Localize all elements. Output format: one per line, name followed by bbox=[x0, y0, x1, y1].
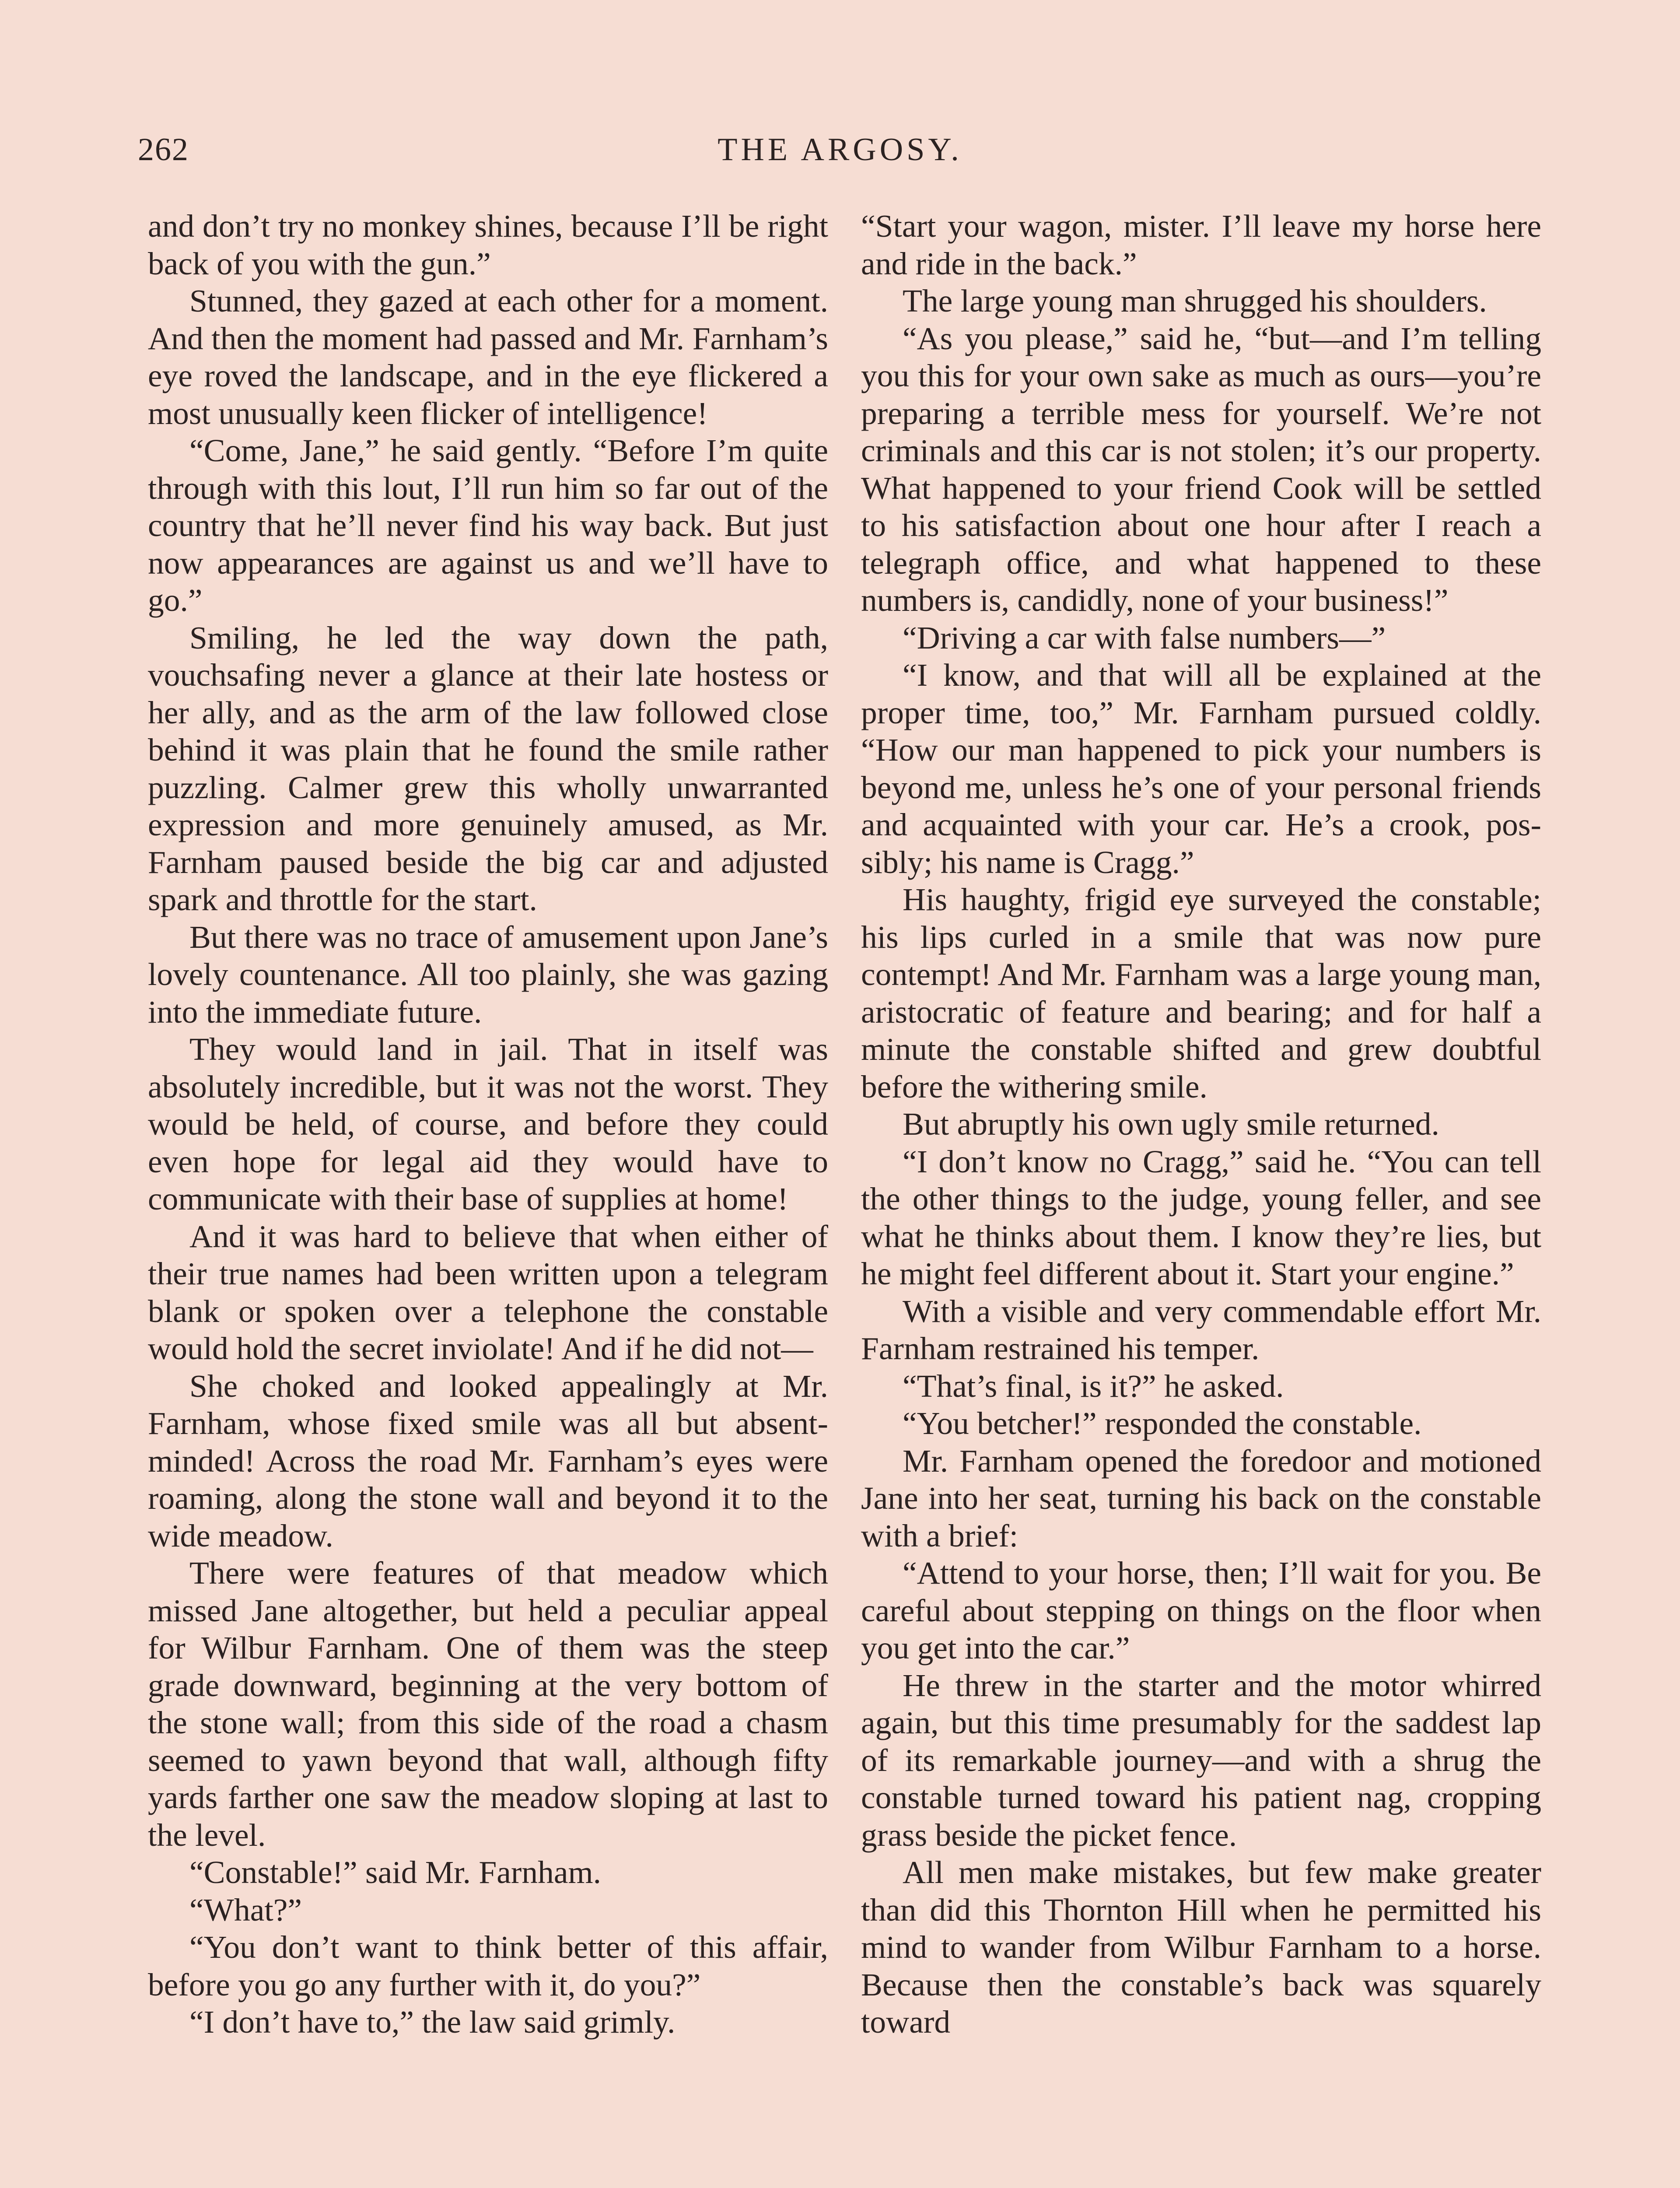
paragraph: The large young man shrugged his shoulders. bbox=[903, 283, 1487, 319]
paragraph: and don’t try no monkey shines, because I’ll be right back of you with the gun.” bbox=[148, 208, 828, 281]
paragraph: His haughty, frigid eye surveyed the constable; his lips curled in a smile that was now pure contempt! And Mr. Farnham was a large young man, aristocratic of feature and bearing; and for half a minute the constable shifted and grew doubtful before the withering smile. bbox=[861, 882, 1541, 1105]
paragraph: “As you please,” said he, “but—and I’m telling you this for your own sake as much as ours—you’re preparing a terrible mess for yourself. We’re not criminals and this car is not stolen; it’s our property. What happened to your friend Cook will be settled to his satisfaction about one hour after I reach a telegraph office, and what happened to these numbers is, candidly, none of your business!” bbox=[861, 320, 1541, 618]
paragraph: “I know, and that will all be explained at the proper time, too,” Mr. Farnham pursued coldly. “How our man happened to pick your numbers is beyond me, unless he’s one of your personal friends and acquainted with your car. He’s a crook, possibly; his name is Cragg.” bbox=[861, 657, 1541, 880]
paragraph: “What?” bbox=[189, 1892, 302, 1928]
paragraph: All men make mistakes, but few make greater than did this Thornton Hill when he permitted his mind to wander from Wilbur Farnham to a horse. Because then the constable’s back was squarely toward bbox=[861, 1855, 1541, 2040]
paragraph: Smiling, he led the way down the path, vouchsafing never a glance at their late hostess or her ally, and as the arm of the law followed close behind it was plain that he found the smile rather puzzling. Calmer grew this wholly unwarranted expression and more genuinely amused, as Mr. Farnham paused beside the big car and adjusted spark and throttle for the start. bbox=[148, 620, 828, 917]
paragraph: “Come, Jane,” he said gently. “Before I’m quite through with this lout, I’ll run him so far out of the country that he’ll never find his way back. But just now appearances are against us and we’ll have to go.” bbox=[148, 433, 828, 618]
page-header bbox=[138, 131, 1542, 184]
paragraph: “Driving a car with false numbers—” bbox=[903, 620, 1386, 656]
paragraph: “Attend to your horse, then; I’ll wait for you. Be careful about stepping on things on the floor when you get into the car.” bbox=[861, 1555, 1541, 1666]
paragraph: “I don’t have to,” the law said grimly. bbox=[189, 2004, 676, 2040]
left-column bbox=[148, 207, 828, 2041]
paragraph: “Constable!” said Mr. Farnham. bbox=[189, 1855, 602, 1890]
paragraph: With a visible and very commendable effort Mr. Farnham restrained his temper. bbox=[861, 1293, 1541, 1366]
paragraph: They would land in jail. That in itself was absolutely incredible, but it was not the worst. They would be held, of course, and before they could even hope for legal aid they would have to communicate with their base of supplies at home! bbox=[148, 1031, 828, 1217]
paragraph: But there was no trace of amusement upon Jane’s lovely countenance. All too plainly, she was gazing into the immediate future. bbox=[148, 919, 828, 1030]
paragraph: He threw in the starter and the motor whirred again, but this time presumably for the saddest lap of its remarkable journey—and with a shrug the constable turned toward his patient nag, cropping grass beside the picket fence. bbox=[861, 1667, 1541, 1853]
running-head: THE ARGOSY. bbox=[718, 132, 962, 168]
paragraph: She choked and looked appealingly at Mr. Farnham, whose fixed smile was all but absent-minded! Across the road Mr. Farnham’s eyes were roaming, along the stone wall and beyond it to the wide meadow. bbox=[148, 1368, 828, 1553]
paragraph: “You don’t want to think better of this affair, before you go any further with it, do you?” bbox=[148, 1929, 828, 2002]
paragraph: “I don’t know no Cragg,” said he. “You can tell the other things to the judge, young feller, and see what he thinks about them. I know they’re lies, but he might feel different about it. Start your engine.” bbox=[861, 1143, 1541, 1291]
paragraph: But abruptly his own ugly smile returned. bbox=[903, 1106, 1439, 1142]
paragraph: There were features of that meadow which missed Jane altogether, but held a peculiar appeal for Wilbur Farnham. One of them was the steep grade downward, beginning at the very bottom of the stone wall; from this side of the road a chasm seemed to yawn beyond that wall, although fifty yards farther one saw the meadow sloping at last to the level. bbox=[148, 1555, 828, 1853]
paragraph: And it was hard to believe that when either of their true names had been written upon a telegram blank or spoken over a telephone the constable would hold the secret inviolate! And if he did not— bbox=[148, 1218, 828, 1366]
page-number: 262 bbox=[138, 132, 189, 168]
paragraph: “Start your wagon, mister. I’ll leave my horse here and ride in the back.” bbox=[861, 208, 1541, 281]
paragraph: Stunned, they gazed at each other for a moment. And then the moment had passed and Mr. Farnham’s eye roved the landscape, and in the eye flickered a most unusually keen flicker of intelligence! bbox=[148, 283, 828, 431]
paragraph: “That’s final, is it?” he asked. bbox=[903, 1368, 1284, 1404]
paragraph: “You betcher!” responded the constable. bbox=[903, 1406, 1422, 1441]
right-column bbox=[861, 207, 1541, 2041]
paragraph: Mr. Farnham opened the foredoor and motioned Jane into her seat, turning his back on the constable with a brief: bbox=[861, 1443, 1541, 1553]
